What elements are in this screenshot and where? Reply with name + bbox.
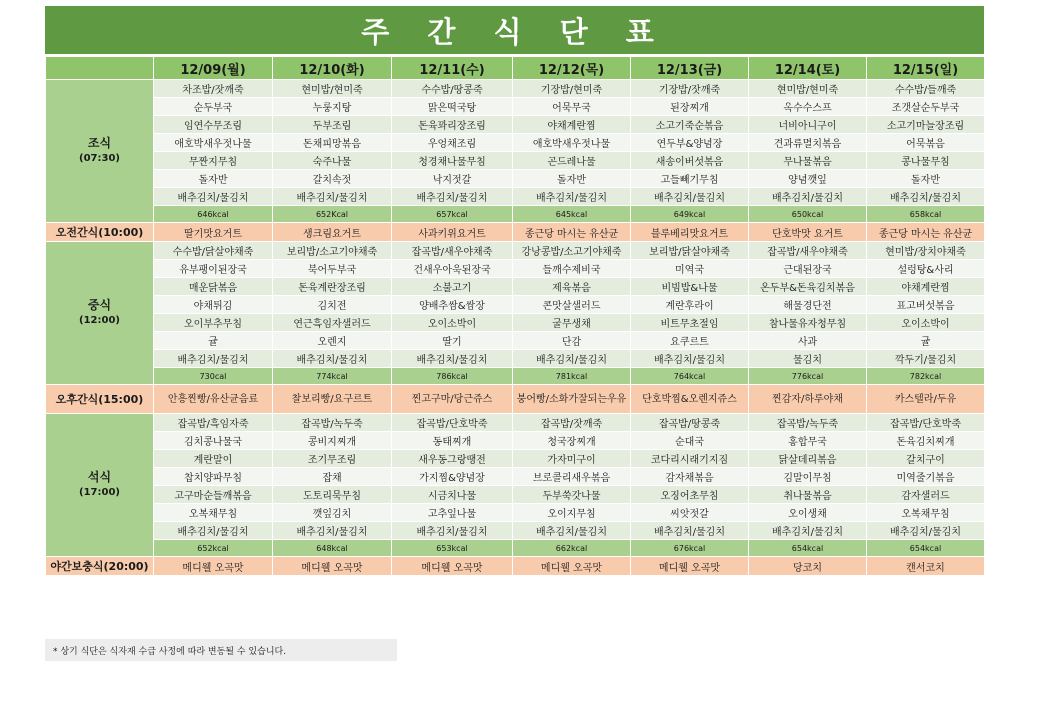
menu-cell: 표고버섯볶음 (867, 296, 985, 314)
menu-cell: 배추김치/물김치 (749, 188, 867, 206)
menu-cell: 미역국 (631, 260, 749, 278)
menu-cell: 배추김치/물김치 (154, 350, 273, 368)
kcal-cell: 652Kcal (273, 206, 392, 223)
menu-cell: 시금치나물 (392, 486, 513, 504)
menu-cell: 야채튀김 (154, 296, 273, 314)
menu-cell: 설렁탕&사리 (867, 260, 985, 278)
menu-cell: 잡곡밥/흑임자죽 (154, 414, 273, 432)
snack-cell: 생크림요거트 (273, 223, 392, 242)
dinner-row (46, 450, 985, 468)
menu-cell: 곤드레나물 (513, 152, 631, 170)
snack-cell: 단호박맛 요거트 (749, 223, 867, 242)
day-header: 12/12(목) (513, 57, 631, 80)
menu-cell: 배추김치/물김치 (392, 522, 513, 540)
weekly-menu-table (45, 56, 985, 576)
menu-cell: 잡곡밥/단호박죽 (392, 414, 513, 432)
menu-cell: 보리밥/소고기야채죽 (273, 242, 392, 260)
menu-cell: 수수밥/닭살야채죽 (154, 242, 273, 260)
menu-cell: 수수밥/들깨죽 (867, 80, 985, 98)
dinner-row (46, 522, 985, 540)
menu-cell: 깻잎김치 (273, 504, 392, 522)
menu-cell: 현미밥/현미죽 (749, 80, 867, 98)
menu-cell: 근대된장국 (749, 260, 867, 278)
menu-cell: 도토리묵무침 (273, 486, 392, 504)
menu-cell: 귤 (154, 332, 273, 350)
menu-cell: 배추김치/물김치 (631, 350, 749, 368)
menu-cell: 연두부&양념장 (631, 134, 749, 152)
menu-cell: 두부쑥갓나물 (513, 486, 631, 504)
menu-cell: 김치콩나물국 (154, 432, 273, 450)
menu-cell: 홍합무국 (749, 432, 867, 450)
kcal-cell: 782kcal (867, 368, 985, 385)
menu-cell: 들깨수제비국 (513, 260, 631, 278)
footnote: * 상기 식단은 식자재 수급 사정에 따라 변동될 수 있습니다. (45, 639, 397, 661)
menu-cell: 새송이버섯볶음 (631, 152, 749, 170)
menu-cell: 무짠지무침 (154, 152, 273, 170)
breakfast-row (46, 188, 985, 206)
day-header: 12/13(금) (631, 57, 749, 80)
menu-cell: 배추김치/물김치 (392, 188, 513, 206)
menu-cell: 취나물볶음 (749, 486, 867, 504)
menu-cell: 현미밥/장치야채죽 (867, 242, 985, 260)
menu-cell: 애호박새우젓나물 (513, 134, 631, 152)
breakfast-row (46, 152, 985, 170)
menu-cell: 오징어초무침 (631, 486, 749, 504)
menu-cell: 옥수수스프 (749, 98, 867, 116)
kcal-cell: 774kcal (273, 368, 392, 385)
menu-cell: 배추김치/물김치 (392, 350, 513, 368)
lunch-row (46, 332, 985, 350)
day-header: 12/10(화) (273, 57, 392, 80)
menu-cell: 기장밥/현미죽 (513, 80, 631, 98)
dinner-row (46, 414, 985, 432)
menu-cell: 조기무조림 (273, 450, 392, 468)
kcal-cell: 654kcal (867, 540, 985, 557)
breakfast-label (46, 80, 154, 223)
menu-cell: 애호박새우젓나물 (154, 134, 273, 152)
lunch-row (46, 314, 985, 332)
menu-cell: 현미밥/현미죽 (273, 80, 392, 98)
meal-name: 중식 (87, 298, 112, 312)
menu-cell: 배추김치/물김치 (513, 522, 631, 540)
kcal-cell: 781kcal (513, 368, 631, 385)
snack-cell: 캔서코치 (867, 557, 985, 576)
menu-cell: 비트무초절임 (631, 314, 749, 332)
menu-cell: 돈채피망볶음 (273, 134, 392, 152)
day-header: 12/14(토) (749, 57, 867, 80)
morning_snack-row (46, 223, 985, 242)
lunch-row (46, 242, 985, 260)
menu-cell: 보리밥/닭살야채죽 (631, 242, 749, 260)
menu-cell: 오이소박이 (867, 314, 985, 332)
afternoon_snack-label: 오후간식(15:00) (46, 385, 154, 414)
menu-cell: 돈육김치찌개 (867, 432, 985, 450)
menu-cell: 배추김치/물김치 (154, 188, 273, 206)
menu-cell: 배추김치/물김치 (513, 350, 631, 368)
menu-cell: 배추김치/물김치 (631, 522, 749, 540)
menu-cell: 배추김치/물김치 (749, 522, 867, 540)
menu-cell: 소고기마늘장조림 (867, 116, 985, 134)
dinner-row (46, 486, 985, 504)
breakfast-row (46, 134, 985, 152)
breakfast-row (46, 116, 985, 134)
menu-cell: 수수밥/땅콩죽 (392, 80, 513, 98)
menu-cell: 배추김치/물김치 (867, 522, 985, 540)
menu-cell: 잡곡밥/새우야채죽 (392, 242, 513, 260)
lunch-label (46, 242, 154, 385)
menu-cell: 콘맛살샐러드 (513, 296, 631, 314)
snack-cell: 메디웰 오곡맛 (513, 557, 631, 576)
snack-cell: 사과키위요거트 (392, 223, 513, 242)
menu-cell: 해물경단전 (749, 296, 867, 314)
menu-cell: 돌자반 (513, 170, 631, 188)
menu-cell: 콩나물무침 (867, 152, 985, 170)
kcal-cell: 649kcal (631, 206, 749, 223)
menu-cell: 감자샐러드 (867, 486, 985, 504)
menu-cell: 갈치속젓 (273, 170, 392, 188)
breakfast-kcal-row (46, 206, 985, 223)
dinner-label (46, 414, 154, 557)
day-header-row (46, 57, 985, 80)
menu-cell: 고들빼기무침 (631, 170, 749, 188)
menu-cell: 닭살데리볶음 (749, 450, 867, 468)
menu-cell: 가자미구이 (513, 450, 631, 468)
menu-cell: 미역줄기볶음 (867, 468, 985, 486)
menu-cell: 찹치양파무침 (154, 468, 273, 486)
menu-cell: 콩비지찌개 (273, 432, 392, 450)
menu-cell: 강낭콩밥/소고기야채죽 (513, 242, 631, 260)
menu-cell: 김말이무침 (749, 468, 867, 486)
snack-cell: 딸기맛요거트 (154, 223, 273, 242)
kcal-cell: 730cal (154, 368, 273, 385)
menu-cell: 잡곡밥/잣깨죽 (513, 414, 631, 432)
menu-cell: 누룽지탕 (273, 98, 392, 116)
menu-cell: 야채계란찜 (513, 116, 631, 134)
meal-name: 조식 (87, 136, 112, 150)
menu-cell: 새우동그랑땡전 (392, 450, 513, 468)
page-title: 주 간 식 단 표 (45, 6, 984, 54)
dinner-row (46, 432, 985, 450)
meal-time: (07:30) (79, 153, 120, 164)
menu-cell: 오이부추무침 (154, 314, 273, 332)
snack-cell: 메디웰 오곡맛 (392, 557, 513, 576)
menu-cell: 돌자반 (867, 170, 985, 188)
menu-cell: 제육볶음 (513, 278, 631, 296)
kcal-cell: 646kcal (154, 206, 273, 223)
menu-cell: 물김치 (749, 350, 867, 368)
menu-cell: 오이소박이 (392, 314, 513, 332)
snack-cell: 메디웰 오곡맛 (273, 557, 392, 576)
menu-cell: 청국장찌개 (513, 432, 631, 450)
dinner-row (46, 504, 985, 522)
snack-cell: 종근당 마시는 유산균 (513, 223, 631, 242)
day-header: 12/15(일) (867, 57, 985, 80)
menu-cell: 동태찌개 (392, 432, 513, 450)
kcal-cell: 776kcal (749, 368, 867, 385)
menu-cell: 오이지무침 (513, 504, 631, 522)
snack-cell: 카스텔라/두유 (867, 385, 985, 414)
menu-cell: 가지찜&양념장 (392, 468, 513, 486)
menu-cell: 오이생채 (749, 504, 867, 522)
night_snack-row (46, 557, 985, 576)
kcal-cell: 645kcal (513, 206, 631, 223)
menu-cell: 배추김치/물김치 (631, 188, 749, 206)
menu-cell: 너비아니구이 (749, 116, 867, 134)
menu-cell: 오복채무침 (867, 504, 985, 522)
menu-cell: 비빔밥&나물 (631, 278, 749, 296)
breakfast-row (46, 80, 985, 98)
breakfast-row (46, 98, 985, 116)
snack-cell: 메디웰 오곡맛 (631, 557, 749, 576)
menu-cell: 고추잎나물 (392, 504, 513, 522)
menu-cell: 깍두기/물김치 (867, 350, 985, 368)
menu-cell: 어묵무국 (513, 98, 631, 116)
lunch-row (46, 350, 985, 368)
dinner-row (46, 468, 985, 486)
kcal-cell: 648kcal (273, 540, 392, 557)
snack-cell: 종근당 마시는 유산균 (867, 223, 985, 242)
menu-cell: 양배추쌈&쌈장 (392, 296, 513, 314)
menu-cell: 잡곡밥/새우야채죽 (749, 242, 867, 260)
afternoon_snack-row (46, 385, 985, 414)
menu-cell: 무나물볶음 (749, 152, 867, 170)
menu-cell: 순대국 (631, 432, 749, 450)
lunch-kcal-row (46, 368, 985, 385)
menu-cell: 순두부국 (154, 98, 273, 116)
menu-cell: 숙주나물 (273, 152, 392, 170)
menu-cell: 차조밥/잣깨죽 (154, 80, 273, 98)
menu-cell: 매운닭볶음 (154, 278, 273, 296)
snack-cell: 메디웰 오곡맛 (154, 557, 273, 576)
menu-cell: 배추김치/물김치 (273, 188, 392, 206)
menu-cell: 임연수무조림 (154, 116, 273, 134)
menu-cell: 참나물유자청무침 (749, 314, 867, 332)
menu-cell: 맑은떡국탕 (392, 98, 513, 116)
menu-cell: 고구마순들깨볶음 (154, 486, 273, 504)
menu-cell: 기장밥/잣깨죽 (631, 80, 749, 98)
menu-cell: 소불고기 (392, 278, 513, 296)
menu-cell: 견과류멸치볶음 (749, 134, 867, 152)
menu-cell: 단감 (513, 332, 631, 350)
morning_snack-label: 오전간식(10:00) (46, 223, 154, 242)
menu-cell: 청경채나물무침 (392, 152, 513, 170)
menu-cell: 양념깻잎 (749, 170, 867, 188)
day-header: 12/09(월) (154, 57, 273, 80)
menu-cell: 요쿠르트 (631, 332, 749, 350)
menu-cell: 된장찌개 (631, 98, 749, 116)
menu-cell: 감자채볶음 (631, 468, 749, 486)
menu-cell: 갈치구이 (867, 450, 985, 468)
lunch-row (46, 296, 985, 314)
menu-cell: 계란후라이 (631, 296, 749, 314)
snack-cell: 찐감자/하루야채 (749, 385, 867, 414)
menu-cell: 오렌지 (273, 332, 392, 350)
kcal-cell: 662kcal (513, 540, 631, 557)
menu-cell: 두부조림 (273, 116, 392, 134)
menu-cell: 조갯살순두부국 (867, 98, 985, 116)
menu-cell: 잡곡밥/단호박죽 (867, 414, 985, 432)
kcal-cell: 764kcal (631, 368, 749, 385)
menu-cell: 잡곡밥/녹두죽 (273, 414, 392, 432)
menu-cell: 씨앗젓갈 (631, 504, 749, 522)
menu-cell: 돈육계란장조림 (273, 278, 392, 296)
menu-cell: 야채계란찜 (867, 278, 985, 296)
snack-cell: 단호박찜&오렌지쥬스 (631, 385, 749, 414)
menu-cell: 잡곡밥/땅콩죽 (631, 414, 749, 432)
menu-cell: 계란말이 (154, 450, 273, 468)
snack-cell: 당코치 (749, 557, 867, 576)
snack-cell: 붕어빵/소화가잘되는우유 (513, 385, 631, 414)
kcal-cell: 654kcal (749, 540, 867, 557)
menu-cell: 어묵볶음 (867, 134, 985, 152)
menu-cell: 소고기죽순볶음 (631, 116, 749, 134)
menu-cell: 건새우아욱된장국 (392, 260, 513, 278)
kcal-cell: 658kcal (867, 206, 985, 223)
menu-cell: 돌자반 (154, 170, 273, 188)
menu-cell: 낙지젓갈 (392, 170, 513, 188)
menu-cell: 코다리시래기지짐 (631, 450, 749, 468)
day-header: 12/11(수) (392, 57, 513, 80)
menu-cell: 배추김치/물김치 (273, 350, 392, 368)
meal-time: (12:00) (79, 315, 120, 326)
menu-cell: 배추김치/물김치 (273, 522, 392, 540)
snack-cell: 찐고구마/당근쥬스 (392, 385, 513, 414)
menu-cell: 우엉채조림 (392, 134, 513, 152)
header-corner (46, 57, 154, 80)
kcal-cell: 786kcal (392, 368, 513, 385)
kcal-cell: 650kcal (749, 206, 867, 223)
meal-name: 석식 (87, 470, 112, 484)
menu-cell: 딸기 (392, 332, 513, 350)
menu-cell: 연근흑임자샐러드 (273, 314, 392, 332)
menu-cell: 배추김치/물김치 (154, 522, 273, 540)
snack-cell: 블루베리맛요거트 (631, 223, 749, 242)
menu-cell: 돈육꽈리장조림 (392, 116, 513, 134)
kcal-cell: 676kcal (631, 540, 749, 557)
breakfast-row (46, 170, 985, 188)
menu-cell: 귤 (867, 332, 985, 350)
night_snack-label: 야간보충식(20:00) (46, 557, 154, 576)
menu-cell: 굴무생채 (513, 314, 631, 332)
menu-cell: 유부팽이된장국 (154, 260, 273, 278)
kcal-cell: 652kcal (154, 540, 273, 557)
kcal-cell: 653kcal (392, 540, 513, 557)
meal-time: (17:00) (79, 487, 120, 498)
menu-cell: 배추김치/물김치 (867, 188, 985, 206)
menu-cell: 사과 (749, 332, 867, 350)
lunch-row (46, 260, 985, 278)
menu-cell: 브로콜리새우볶음 (513, 468, 631, 486)
kcal-cell: 657kcal (392, 206, 513, 223)
menu-cell: 온두부&돈육김치볶음 (749, 278, 867, 296)
menu-cell: 잡채 (273, 468, 392, 486)
menu-cell: 잡곡밥/녹두죽 (749, 414, 867, 432)
snack-cell: 찰보리빵/요구르트 (273, 385, 392, 414)
menu-cell: 오복채무침 (154, 504, 273, 522)
menu-cell: 김치전 (273, 296, 392, 314)
menu-cell: 배추김치/물김치 (513, 188, 631, 206)
menu-cell: 북어두부국 (273, 260, 392, 278)
dinner-kcal-row (46, 540, 985, 557)
snack-cell: 안흥찐빵/유산균음료 (154, 385, 273, 414)
lunch-row (46, 278, 985, 296)
